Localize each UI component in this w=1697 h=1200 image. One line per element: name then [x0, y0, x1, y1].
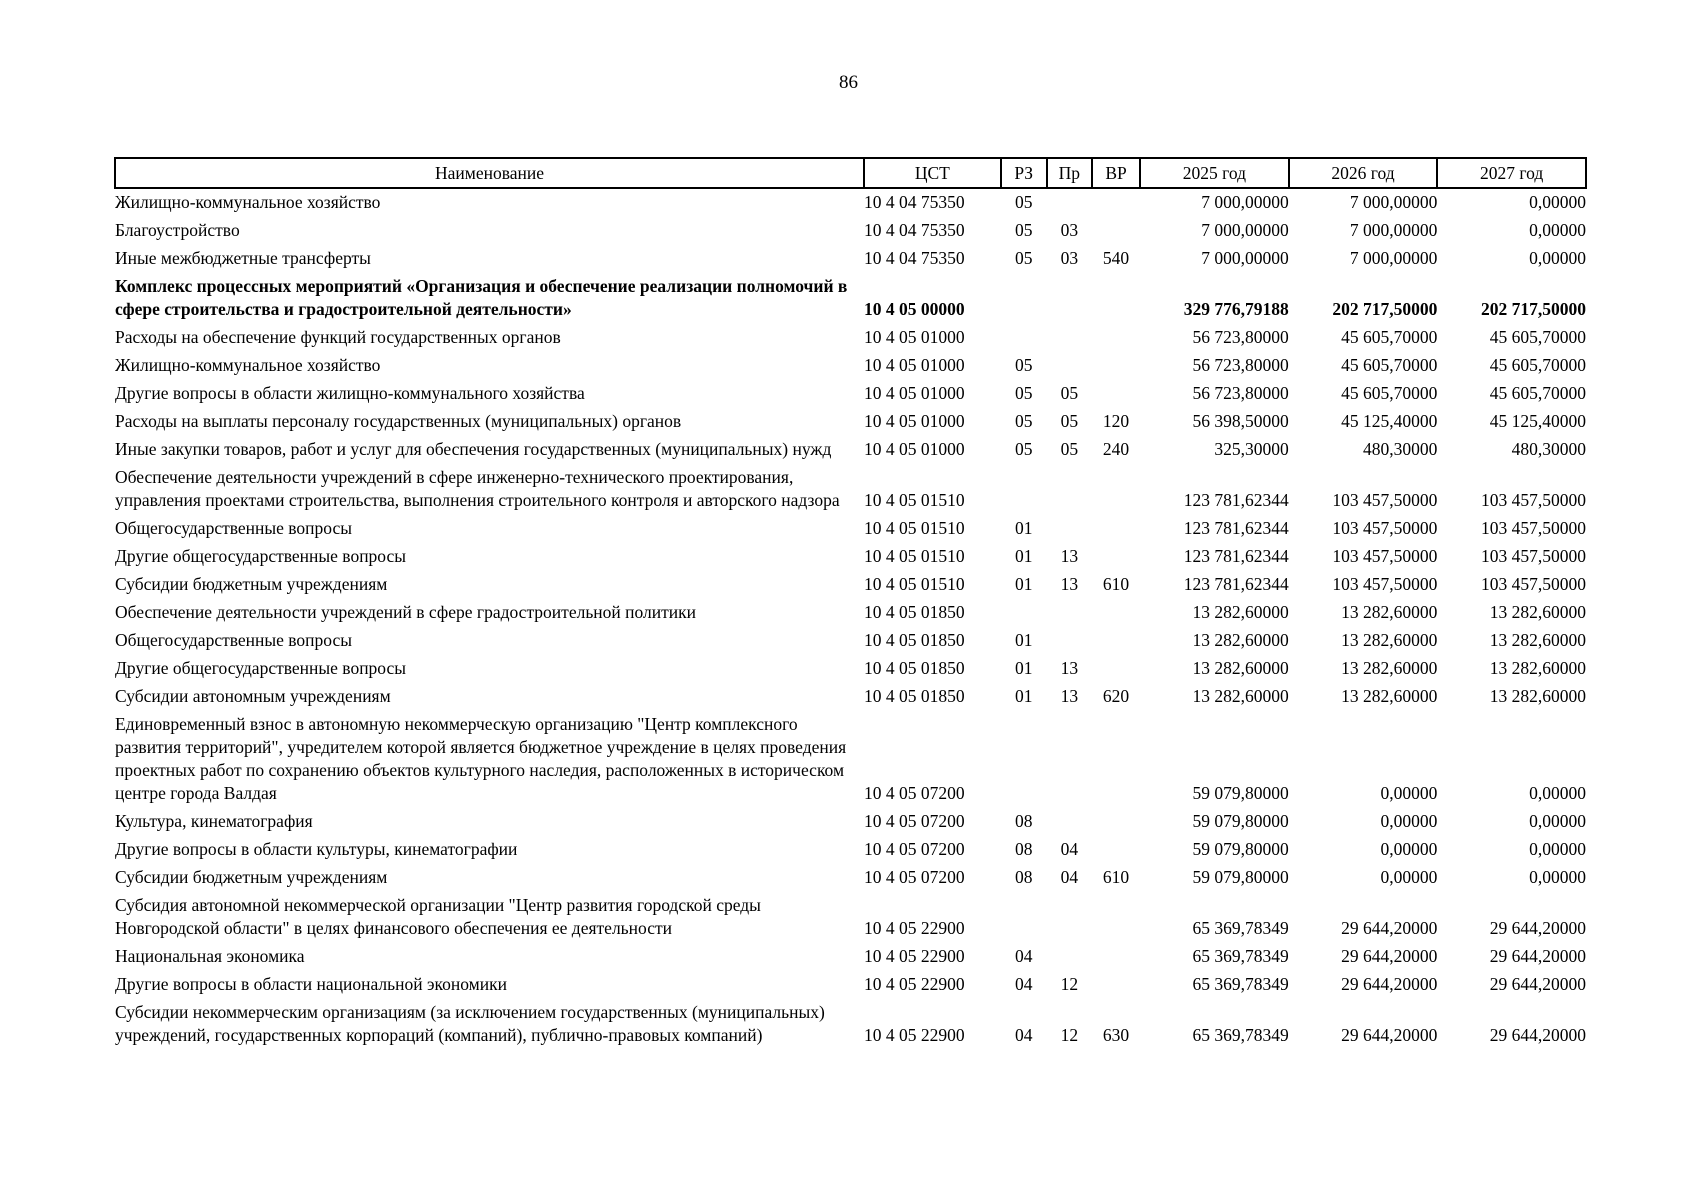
- table-row: [115, 380, 1586, 408]
- cell-pr: [1047, 352, 1092, 380]
- cell-y2025: 329 776,79188: [1183, 299, 1289, 319]
- cell-vr: [1092, 217, 1140, 245]
- cell-y2027: 0,00000: [1529, 248, 1586, 268]
- table-row: [115, 711, 1586, 808]
- cell-cst: 10 4 05 22900: [864, 974, 965, 994]
- cell-y2026: 29 644,20000: [1341, 946, 1438, 966]
- cell-vr: [1092, 273, 1140, 324]
- cell-rz: 08: [1014, 839, 1033, 859]
- cell-name: Комплекс процессных мероприятий «Организация и обеспечение реализации полномочий в сфере строительства и градостроительной деятельности»: [115, 276, 848, 319]
- cell-y2027: 29 644,20000: [1489, 974, 1586, 994]
- cell-y2026: 45 125,40000: [1341, 411, 1438, 431]
- cell-y2027: 103 457,50000: [1481, 490, 1586, 510]
- cell-y2026: 45 605,70000: [1341, 383, 1438, 403]
- cell-cst: 10 4 05 01850: [864, 686, 965, 706]
- cell-vr: 610: [1102, 574, 1130, 594]
- cell-rz: [1001, 273, 1047, 324]
- cell-name: Другие общегосударственные вопросы: [115, 658, 407, 678]
- table-body: [115, 188, 1586, 1050]
- cell-y2025: 56 723,80000: [1192, 327, 1289, 347]
- table-row: [115, 627, 1586, 655]
- cell-y2027: 0,00000: [1529, 867, 1586, 887]
- cell-pr: 12: [1060, 1025, 1079, 1045]
- cell-vr: 540: [1102, 248, 1130, 268]
- cell-y2026: 103 457,50000: [1332, 574, 1438, 594]
- cell-y2025: 59 079,80000: [1192, 783, 1289, 803]
- table-row: [115, 999, 1586, 1050]
- cell-cst: 10 4 05 01850: [864, 630, 965, 650]
- cell-name: Субсидии бюджетным учреждениям: [115, 574, 388, 594]
- cell-y2026: 0,00000: [1380, 839, 1438, 859]
- cell-rz: [1001, 711, 1047, 808]
- cell-y2025: 65 369,78349: [1192, 946, 1289, 966]
- cell-y2026: 103 457,50000: [1332, 518, 1438, 538]
- cell-y2025: 123 781,62344: [1183, 518, 1289, 538]
- cell-y2025: 13 282,60000: [1192, 658, 1289, 678]
- cell-rz: [1001, 324, 1047, 352]
- cell-y2027: 13 282,60000: [1489, 686, 1586, 706]
- cell-pr: [1047, 188, 1092, 217]
- cell-pr: 05: [1060, 411, 1079, 431]
- cell-vr: 620: [1102, 686, 1130, 706]
- table-row: [115, 599, 1586, 627]
- cell-vr: [1092, 380, 1140, 408]
- cell-pr: [1047, 515, 1092, 543]
- cell-y2026: 202 717,50000: [1332, 299, 1438, 319]
- cell-pr: 13: [1060, 686, 1079, 706]
- cell-rz: 05: [1014, 355, 1033, 375]
- cell-cst: 10 4 04 75350: [864, 220, 965, 240]
- cell-y2027: 13 282,60000: [1489, 602, 1586, 622]
- cell-vr: [1092, 943, 1140, 971]
- cell-pr: 04: [1060, 867, 1079, 887]
- cell-y2025: 13 282,60000: [1192, 602, 1289, 622]
- table-row: [115, 655, 1586, 683]
- cell-y2027: 202 717,50000: [1481, 299, 1586, 319]
- cell-cst: 10 4 05 01510: [864, 490, 965, 510]
- cell-vr: [1092, 971, 1140, 999]
- cell-name: Единовременный взнос в автономную некоммерческую организацию "Центр комплексного развития территорий", учредителем которой является бюджетное учреждение в целях проведения проектных работ по сохранению объектов культурного наследия, расположенных в историческом центре города Валдая: [115, 714, 847, 803]
- table-row: [115, 245, 1586, 273]
- cell-pr: 05: [1060, 439, 1079, 459]
- cell-vr: [1092, 836, 1140, 864]
- cell-vr: [1092, 808, 1140, 836]
- cell-pr: [1047, 711, 1092, 808]
- cell-y2026: 7 000,00000: [1349, 248, 1438, 268]
- cell-vr: [1092, 464, 1140, 515]
- table-row: [115, 808, 1586, 836]
- cell-y2027: 29 644,20000: [1489, 946, 1586, 966]
- cell-pr: [1047, 599, 1092, 627]
- table-row: [115, 273, 1586, 324]
- cell-y2027: 480,30000: [1511, 439, 1586, 459]
- cell-vr: [1092, 515, 1140, 543]
- cell-rz: [1001, 599, 1047, 627]
- cell-y2025: 7 000,00000: [1201, 220, 1289, 240]
- cell-y2025: 7 000,00000: [1201, 248, 1289, 268]
- table-row: [115, 217, 1586, 245]
- cell-vr: 630: [1102, 1025, 1130, 1045]
- cell-name: Субсидия автономной некоммерческой организации "Центр развития городской среды Новгородской области" в целях финансового обеспечения ее деятельности: [115, 895, 761, 938]
- cell-y2026: 103 457,50000: [1332, 546, 1438, 566]
- cell-y2027: 0,00000: [1529, 839, 1586, 859]
- cell-pr: [1047, 464, 1092, 515]
- cell-y2027: 13 282,60000: [1489, 630, 1586, 650]
- cell-vr: 610: [1102, 867, 1130, 887]
- cell-rz: 01: [1014, 518, 1033, 538]
- cell-y2025: 7 000,00000: [1201, 192, 1289, 212]
- cell-y2025: 56 723,80000: [1192, 383, 1289, 403]
- cell-pr: 03: [1060, 220, 1079, 240]
- cell-name: Субсидии бюджетным учреждениям: [115, 867, 388, 887]
- header-2025: 2025 год: [1140, 158, 1289, 188]
- table-row: [115, 324, 1586, 352]
- cell-pr: 04: [1060, 839, 1079, 859]
- cell-y2025: 123 781,62344: [1183, 546, 1289, 566]
- cell-cst: 10 4 05 01510: [864, 574, 965, 594]
- cell-cst: 10 4 04 75350: [864, 192, 965, 212]
- cell-pr: 13: [1060, 546, 1079, 566]
- cell-vr: 240: [1102, 439, 1130, 459]
- cell-y2027: 0,00000: [1529, 783, 1586, 803]
- cell-name: Жилищно-коммунальное хозяйство: [115, 355, 381, 375]
- cell-y2025: 59 079,80000: [1192, 867, 1289, 887]
- table-row: [115, 836, 1586, 864]
- cell-y2026: 13 282,60000: [1341, 602, 1438, 622]
- cell-rz: 04: [1014, 946, 1033, 966]
- cell-y2027: 45 605,70000: [1489, 355, 1586, 375]
- cell-cst: 10 4 05 01510: [864, 518, 965, 538]
- cell-pr: [1047, 273, 1092, 324]
- cell-vr: [1092, 188, 1140, 217]
- cell-cst: 10 4 05 07200: [864, 839, 965, 859]
- cell-pr: 05: [1060, 383, 1079, 403]
- cell-y2027: 0,00000: [1529, 811, 1586, 831]
- cell-rz: [1001, 464, 1047, 515]
- cell-rz: 01: [1014, 686, 1033, 706]
- cell-name: Общегосударственные вопросы: [115, 518, 353, 538]
- cell-y2026: 45 605,70000: [1341, 355, 1438, 375]
- cell-vr: [1092, 655, 1140, 683]
- table-row: [115, 464, 1586, 515]
- cell-cst: 10 4 05 01000: [864, 411, 965, 431]
- cell-rz: 08: [1014, 811, 1033, 831]
- header-name: Наименование: [115, 158, 864, 188]
- cell-vr: [1092, 892, 1140, 943]
- cell-y2025: 123 781,62344: [1183, 490, 1289, 510]
- cell-vr: [1092, 352, 1140, 380]
- cell-rz: 01: [1014, 546, 1033, 566]
- cell-vr: 120: [1102, 411, 1130, 431]
- cell-y2026: 13 282,60000: [1341, 658, 1438, 678]
- table-row: [115, 943, 1586, 971]
- cell-name: Расходы на обеспечение функций государственных органов: [115, 327, 561, 347]
- cell-name: Жилищно-коммунальное хозяйство: [115, 192, 381, 212]
- cell-cst: 10 4 05 22900: [864, 1025, 965, 1045]
- cell-pr: [1047, 892, 1092, 943]
- cell-y2026: 29 644,20000: [1341, 918, 1438, 938]
- cell-rz: 01: [1014, 574, 1033, 594]
- header-pr: Пр: [1047, 158, 1092, 188]
- cell-name: Другие вопросы в области национальной экономики: [115, 974, 507, 994]
- cell-rz: 01: [1014, 658, 1033, 678]
- cell-cst: 10 4 04 75350: [864, 248, 965, 268]
- table-row: [115, 864, 1586, 892]
- cell-name: Другие общегосударственные вопросы: [115, 546, 407, 566]
- cell-rz: 05: [1014, 411, 1033, 431]
- cell-y2026: 0,00000: [1380, 783, 1438, 803]
- cell-y2026: 29 644,20000: [1341, 974, 1438, 994]
- cell-cst: 10 4 05 22900: [864, 946, 965, 966]
- cell-name: Другие вопросы в области культуры, кинематографии: [115, 839, 518, 859]
- cell-name: Другие вопросы в области жилищно-коммунального хозяйства: [115, 383, 585, 403]
- cell-pr: [1047, 627, 1092, 655]
- cell-name: Общегосударственные вопросы: [115, 630, 353, 650]
- budget-table: [114, 157, 1587, 1050]
- table-row: [115, 352, 1586, 380]
- cell-rz: 05: [1014, 220, 1033, 240]
- cell-pr: [1047, 943, 1092, 971]
- cell-y2026: 13 282,60000: [1341, 630, 1438, 650]
- cell-y2027: 29 644,20000: [1489, 1025, 1586, 1045]
- cell-cst: 10 4 05 00000: [864, 299, 965, 319]
- cell-y2025: 325,30000: [1214, 439, 1289, 459]
- header-2026: 2026 год: [1289, 158, 1438, 188]
- cell-y2027: 103 457,50000: [1481, 518, 1586, 538]
- cell-rz: 05: [1014, 439, 1033, 459]
- table-header-row: [115, 158, 1586, 188]
- cell-rz: 05: [1014, 248, 1033, 268]
- table-row: [115, 571, 1586, 599]
- cell-y2027: 103 457,50000: [1481, 546, 1586, 566]
- cell-pr: 03: [1060, 248, 1079, 268]
- table-row: [115, 683, 1586, 711]
- header-cst: ЦСТ: [864, 158, 1001, 188]
- cell-y2025: 65 369,78349: [1192, 1025, 1289, 1045]
- cell-cst: 10 4 05 22900: [864, 918, 965, 938]
- cell-name: Субсидии некоммерческим организациям (за исключением государственных (муниципальных) учреждений, государственных корпораций (компаний), публично-правовых компаний): [115, 1002, 825, 1045]
- cell-name: Культура, кинематография: [115, 811, 313, 831]
- cell-vr: [1092, 627, 1140, 655]
- cell-y2026: 480,30000: [1362, 439, 1438, 459]
- cell-name: Обеспечение деятельности учреждений в сфере инженерно-технического проектирования, управления проектами строительства, выполнения строительного контроля и авторского надзора: [115, 467, 840, 510]
- cell-name: Иные закупки товаров, работ и услуг для обеспечения государственных (муниципальных) нужд: [115, 439, 832, 459]
- cell-y2026: 103 457,50000: [1332, 490, 1438, 510]
- cell-y2026: 29 644,20000: [1341, 1025, 1438, 1045]
- cell-rz: 05: [1014, 383, 1033, 403]
- table-row: [115, 543, 1586, 571]
- cell-cst: 10 4 05 01850: [864, 602, 965, 622]
- cell-y2026: 7 000,00000: [1349, 192, 1438, 212]
- cell-name: Расходы на выплаты персоналу государственных (муниципальных) органов: [115, 411, 682, 431]
- header-vr: ВР: [1092, 158, 1140, 188]
- cell-y2027: 0,00000: [1529, 220, 1586, 240]
- cell-cst: 10 4 05 07200: [864, 867, 965, 887]
- cell-pr: 13: [1060, 658, 1079, 678]
- cell-cst: 10 4 05 01000: [864, 439, 965, 459]
- cell-vr: [1092, 599, 1140, 627]
- cell-y2025: 59 079,80000: [1192, 811, 1289, 831]
- cell-y2025: 65 369,78349: [1192, 974, 1289, 994]
- cell-name: Обеспечение деятельности учреждений в сфере градостроительной политики: [115, 602, 697, 622]
- cell-y2027: 45 605,70000: [1489, 383, 1586, 403]
- page-number: 86: [839, 72, 858, 93]
- cell-y2025: 56 723,80000: [1192, 355, 1289, 375]
- table-row: [115, 971, 1586, 999]
- cell-cst: 10 4 05 01850: [864, 658, 965, 678]
- cell-pr: 12: [1060, 974, 1079, 994]
- cell-cst: 10 4 05 01510: [864, 546, 965, 566]
- header-rz: РЗ: [1001, 158, 1047, 188]
- cell-rz: 01: [1014, 630, 1033, 650]
- cell-vr: [1092, 711, 1140, 808]
- cell-cst: 10 4 05 01000: [864, 355, 965, 375]
- header-2027: 2027 год: [1437, 158, 1586, 188]
- cell-pr: 13: [1060, 574, 1079, 594]
- cell-y2025: 13 282,60000: [1192, 630, 1289, 650]
- cell-name: Благоустройство: [115, 220, 240, 240]
- cell-y2026: 0,00000: [1380, 867, 1438, 887]
- cell-pr: [1047, 808, 1092, 836]
- cell-y2025: 65 369,78349: [1192, 918, 1289, 938]
- table-row: [115, 515, 1586, 543]
- cell-y2027: 45 605,70000: [1489, 327, 1586, 347]
- cell-y2027: 29 644,20000: [1489, 918, 1586, 938]
- cell-cst: 10 4 05 07200: [864, 783, 965, 803]
- cell-rz: 04: [1014, 1025, 1033, 1045]
- cell-name: Национальная экономика: [115, 946, 305, 966]
- cell-y2026: 45 605,70000: [1341, 327, 1438, 347]
- cell-y2026: 7 000,00000: [1349, 220, 1438, 240]
- cell-y2027: 103 457,50000: [1481, 574, 1586, 594]
- cell-rz: 08: [1014, 867, 1033, 887]
- cell-y2027: 13 282,60000: [1489, 658, 1586, 678]
- cell-name: Субсидии автономным учреждениям: [115, 686, 391, 706]
- cell-vr: [1092, 324, 1140, 352]
- cell-cst: 10 4 05 01000: [864, 327, 965, 347]
- cell-y2026: 13 282,60000: [1341, 686, 1438, 706]
- table-row: [115, 892, 1586, 943]
- cell-y2026: 0,00000: [1380, 811, 1438, 831]
- cell-y2025: 59 079,80000: [1192, 839, 1289, 859]
- cell-cst: 10 4 05 07200: [864, 811, 965, 831]
- cell-vr: [1092, 543, 1140, 571]
- cell-y2025: 56 398,50000: [1192, 411, 1289, 431]
- table-row: [115, 188, 1586, 217]
- cell-rz: 05: [1014, 192, 1033, 212]
- cell-y2027: 0,00000: [1529, 192, 1586, 212]
- cell-cst: 10 4 05 01000: [864, 383, 965, 403]
- cell-name: Иные межбюджетные трансферты: [115, 248, 371, 268]
- table-row: [115, 408, 1586, 436]
- cell-y2025: 13 282,60000: [1192, 686, 1289, 706]
- cell-y2027: 45 125,40000: [1489, 411, 1586, 431]
- table-row: [115, 436, 1586, 464]
- cell-rz: 04: [1014, 974, 1033, 994]
- cell-rz: [1001, 892, 1047, 943]
- cell-pr: [1047, 324, 1092, 352]
- cell-y2025: 123 781,62344: [1183, 574, 1289, 594]
